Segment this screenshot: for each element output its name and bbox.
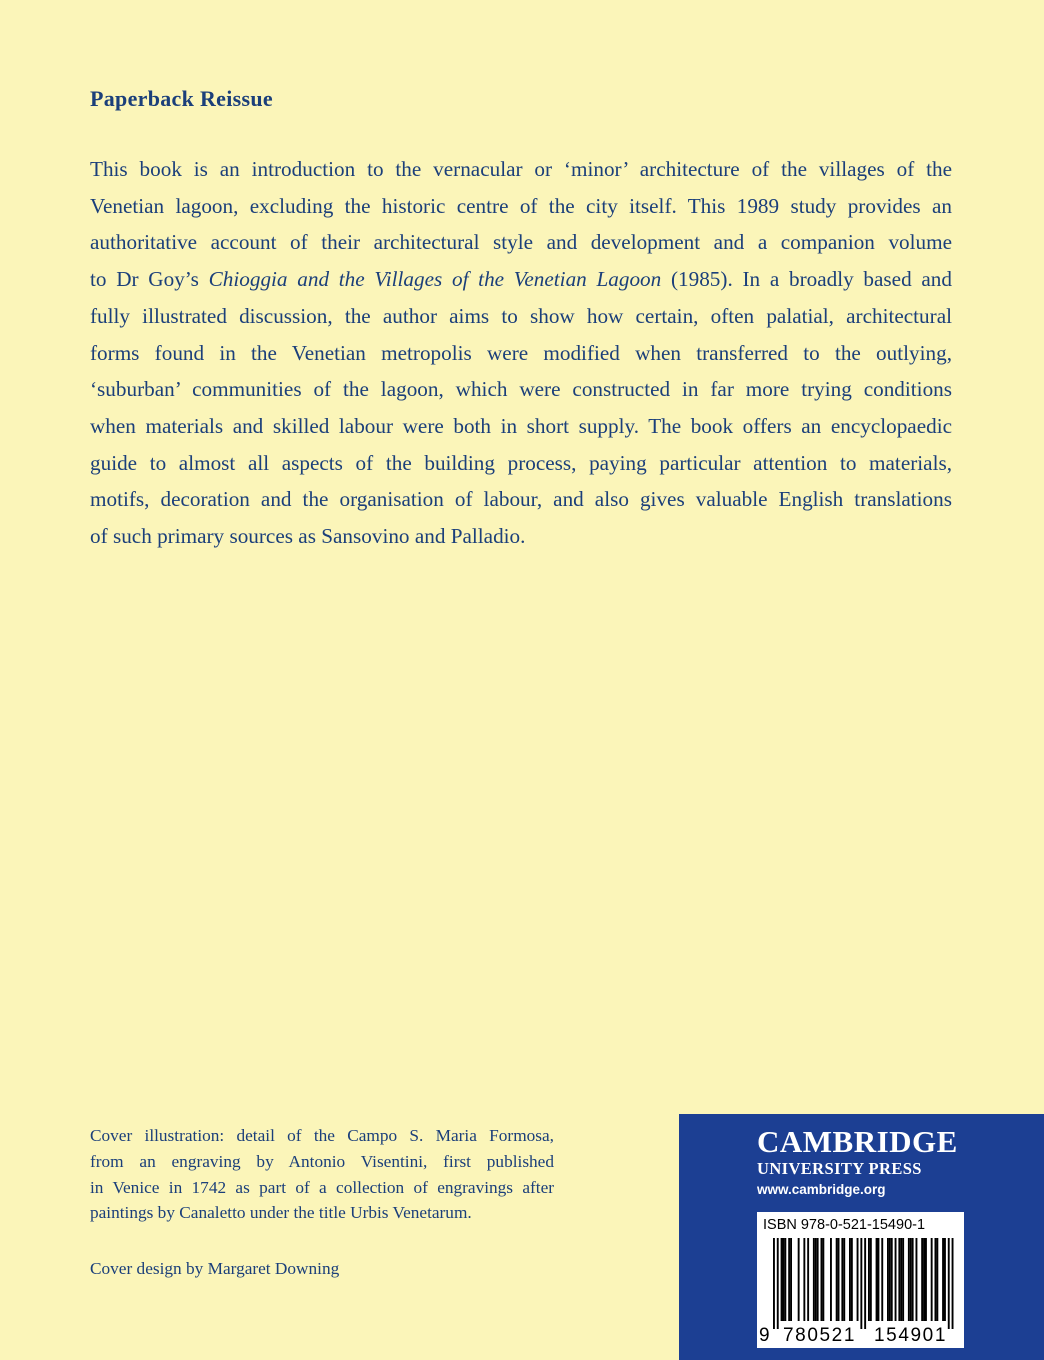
barcode-bar	[881, 1238, 883, 1321]
barcode-bar	[876, 1238, 878, 1321]
description-line: This book is an introduction to the vernacular or ‘minor’ architecture of the villages of the	[90, 157, 952, 181]
barcode-bar	[864, 1238, 866, 1329]
barcode-bar	[895, 1238, 897, 1321]
barcode-bar	[821, 1238, 823, 1321]
description-line: of such primary sources as Sansovino and Palladio.	[90, 524, 526, 549]
credit-line: paintings by Canaletto under the title Urbis Venetarum.	[90, 1203, 472, 1223]
barcode-bar	[784, 1238, 786, 1321]
barcode-bar	[931, 1238, 933, 1321]
barcode-bar	[870, 1238, 872, 1321]
barcode-bar	[773, 1238, 775, 1329]
description-line: authoritative account of their architectural style and development and a companion volume	[90, 230, 952, 255]
description-line: Venetian lagoon, excluding the historic centre of the city itself. This 1989 study provides an	[90, 193, 952, 218]
barcode-bar	[923, 1238, 925, 1321]
barcode-bar	[868, 1238, 870, 1321]
barcode-bar	[889, 1238, 891, 1321]
description-line: ‘suburban’ communities of the lagoon, which were constructed in far more trying conditions	[90, 377, 952, 402]
description-line: forms found in the Venetian metropolis were modified when transferred to the outlying,	[90, 340, 952, 365]
barcode-bar	[936, 1238, 938, 1321]
barcode-bar	[891, 1238, 893, 1321]
barcode-bar	[944, 1238, 946, 1321]
description-text: (1985). In a broadly based and	[661, 267, 952, 292]
isbn-label: ISBN 978-0-521-15490-1	[763, 1217, 926, 1233]
barcode-bar	[898, 1238, 900, 1321]
barcode-bar	[790, 1238, 792, 1321]
barcode-bar	[948, 1238, 950, 1329]
publisher-subtitle: UNIVERSITY PRESS	[757, 1159, 922, 1178]
barcode-bar	[910, 1238, 912, 1321]
barcode-bar	[902, 1238, 904, 1321]
barcode-bar	[878, 1238, 880, 1321]
barcode-bar	[817, 1238, 819, 1321]
barcode-bar	[788, 1238, 790, 1321]
heading: Paperback Reissue	[90, 86, 273, 111]
barcode-digit-group: 9	[759, 1325, 770, 1346]
barcode-bar	[851, 1238, 853, 1321]
barcode-bar	[815, 1238, 817, 1321]
barcode-bar	[807, 1238, 809, 1321]
isbn-barcode-box	[757, 1212, 964, 1348]
barcode-bar	[830, 1238, 832, 1321]
barcode-bar	[925, 1238, 927, 1321]
barcode-bar	[942, 1238, 944, 1321]
barcode-bar	[777, 1238, 779, 1329]
description-line: motifs, decoration and the organisation of labour, and also gives valuable English translations	[90, 487, 952, 512]
barcode-bar	[783, 1238, 785, 1321]
barcode-bar	[916, 1238, 918, 1321]
barcode-bar	[857, 1238, 859, 1321]
barcode-bar	[887, 1238, 889, 1321]
barcode-bar	[822, 1238, 824, 1321]
book-title: Chioggia and the Villages of the Venetian Lagoon	[208, 267, 662, 292]
barcode-bar	[921, 1238, 923, 1321]
barcode-digit-group: 154901	[874, 1325, 948, 1346]
description-line: when materials and skilled labour were both in short supply. The book offers an encyclopaedic	[90, 413, 952, 438]
description-line	[90, 261, 952, 298]
barcode-bar	[836, 1238, 838, 1321]
publisher-website[interactable]: www.cambridge.org	[757, 1182, 886, 1197]
cover-design-credit: Cover design by Margaret Downing	[90, 1259, 340, 1278]
barcode-bar	[908, 1238, 910, 1321]
description-line: guide to almost all aspects of the building process, paying particular attention to materials,	[90, 450, 952, 475]
barcode-digit-group: 780521	[783, 1325, 857, 1346]
barcode-bar	[912, 1238, 914, 1321]
barcode-bar	[813, 1238, 815, 1321]
publisher-name: CAMBRIDGE	[757, 1124, 958, 1159]
barcode-bar	[798, 1238, 800, 1321]
barcode-bar	[843, 1238, 845, 1321]
barcode-bar	[849, 1238, 851, 1321]
credit-line: in Venice in 1742 as part of a collection of engravings after	[90, 1177, 554, 1197]
barcode-bar	[935, 1238, 937, 1321]
cover-illustration-credit	[90, 1123, 554, 1226]
barcode-bar	[860, 1238, 862, 1329]
credit-line: from an engraving by Antonio Visentini, first published	[90, 1151, 554, 1171]
description	[90, 151, 952, 555]
barcode-bar	[900, 1238, 902, 1321]
credit-line: Cover illustration: detail of the Campo S. Maria Formosa,	[90, 1126, 554, 1145]
description-line: fully illustrated discussion, the author aims to show how certain, often palatial, architectural	[90, 303, 952, 328]
barcode-bar	[841, 1238, 843, 1321]
barcode-bar	[781, 1238, 783, 1321]
barcode-bar	[952, 1238, 954, 1329]
barcode-bar	[803, 1238, 805, 1321]
publisher-panel	[679, 1114, 1044, 1360]
description-text: to Dr Goy’s	[90, 267, 209, 292]
barcode-bar	[838, 1238, 840, 1321]
barcode-digits	[757, 1325, 964, 1347]
